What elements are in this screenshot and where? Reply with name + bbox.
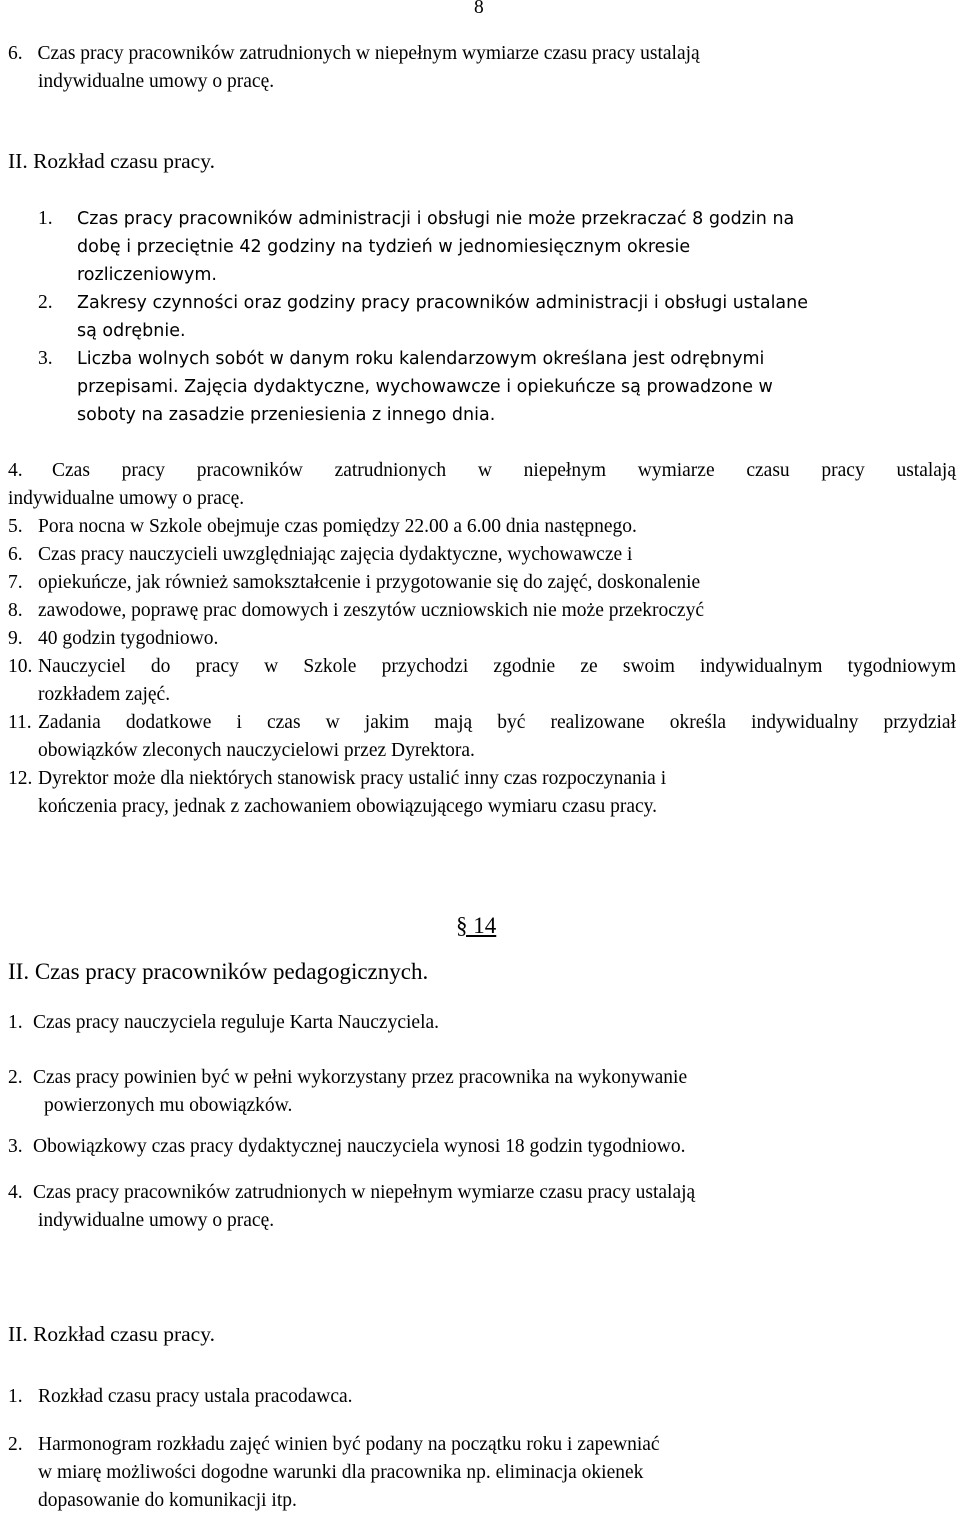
section-heading: II. Rozkład czasu pracy. [8, 1322, 215, 1346]
list-item: 40 godzin tygodniowo. [38, 628, 219, 649]
list-item: Czas pracy pracowników administracji i obsługi nie może przekraczać 8 godzin na [77, 209, 795, 229]
section-heading: II. Czas pracy pracowników pedagogicznych. [8, 959, 429, 984]
list-item-number: 11. [8, 712, 32, 733]
item-text: Czas pracy pracowników zatrudnionych w niepełnym wymiarze czasu pracy ustalają [37, 43, 700, 64]
list-item-continuation: w miarę możliwości dogodne warunki dla pracownika np. eliminacja okienek [38, 1462, 644, 1483]
list-item-number: 6. [8, 544, 23, 565]
list-item-number: 2. [8, 1434, 23, 1455]
item-number: 6. [8, 43, 23, 64]
list-item-number: 1. [38, 208, 53, 229]
list-item-number: 3. [38, 348, 53, 369]
list-item-number: 7. [8, 572, 23, 593]
page-number: 8 [474, 0, 484, 18]
list-item-number: 4. [8, 460, 23, 481]
list-item-number: 1. [8, 1012, 23, 1033]
list-item: Harmonogram rozkładu zajęć winien być podany na początku roku i zapewniać [38, 1434, 660, 1455]
list-item: Dyrektor może dla niektórych stanowisk pracy ustalić inny czas rozpoczynania i [38, 768, 667, 789]
list-item-number: 8. [8, 600, 23, 621]
list-item-continuation: obowiązków zleconych nauczycielowi przez Dyrektora. [38, 740, 475, 761]
list-item-number: 12. [8, 768, 33, 789]
list-item: Zakresy czynności oraz godziny pracy pracowników administracji i obsługi ustalane [77, 293, 809, 313]
list-item: Czas pracy nauczycieli uwzględniając zajęcia dydaktyczne, wychowawcze i [38, 544, 633, 565]
item-text-continuation: indywidualne umowy o pracę. [38, 71, 275, 92]
list-item-number: 2. [8, 1067, 23, 1088]
list-item: Pora nocna w Szkole obejmuje czas pomiędzy 22.00 a 6.00 dnia następnego. [38, 516, 637, 537]
list-item-number: 10. [8, 656, 33, 677]
list-item: Obowiązkowy czas pracy dydaktycznej nauczyciela wynosi 18 godzin tygodniowo. [33, 1136, 686, 1157]
list-item-continuation: kończenia pracy, jednak z zachowaniem obowiązującego wymiaru czasu pracy. [38, 796, 658, 817]
list-item [8, 40, 700, 68]
list-item-number: 1. [8, 1386, 23, 1407]
list-item: Czas pracy powinien być w pełni wykorzystany przez pracownika na wykonywanie [33, 1067, 688, 1088]
list-item: Czas pracy pracowników zatrudnionych w niepełnym wymiarze czasu pracy ustalają [33, 1182, 696, 1203]
section-heading: II. Rozkład czasu pracy. [8, 149, 215, 173]
list-item-number: 9. [8, 628, 23, 649]
list-item: Czas pracy pracowników zatrudnionych w niepełnym wymiarze czasu pracy ustalają [52, 460, 956, 481]
list-item-continuation: dobę i przeciętnie 42 godziny na tydzień w jednomiesięcznym okresie [77, 237, 691, 257]
list-item-continuation: soboty na zasadzie przeniesienia z innego dnia. [77, 405, 496, 425]
list-item-number: 5. [8, 516, 23, 537]
list-item-continuation: dopasowanie do komunikacji itp. [38, 1490, 297, 1511]
list-item-continuation: indywidualne umowy o pracę. [38, 1210, 275, 1231]
list-item-number: 2. [38, 292, 53, 313]
list-item-number: 3. [8, 1136, 23, 1157]
list-item: Liczba wolnych sobót w danym roku kalendarzowym określana jest odrębnymi [77, 349, 765, 369]
list-item: Nauczyciel do pracy w Szkole przychodzi zgodnie ze swoim indywidualnym tygodniowym [38, 656, 956, 677]
list-item-continuation: indywidualne umowy o pracę. [8, 488, 245, 509]
list-item-continuation: rozliczeniowym. [77, 265, 217, 285]
list-item: zawodowe, poprawę prac domowych i zeszytów uczniowskich nie może przekroczyć [38, 600, 704, 621]
text-fragment: Zajęcia dydaktyczne, wychowawcze i opiekuńcze są prowadzone w [184, 377, 773, 397]
text-fragment: przepisami. [77, 377, 179, 397]
list-item-continuation: są odrębnie. [77, 321, 186, 341]
list-item: Zadania dodatkowe i czas w jakim mają być realizowane określa indywidualny przydział [38, 712, 956, 733]
list-item: Czas pracy nauczyciela reguluje Karta Nauczyciela. [33, 1012, 440, 1033]
list-item: opiekuńcze, jak również samokształcenie i przygotowanie się do zajęć, doskonalenie [38, 572, 701, 593]
list-item-number: 4. [8, 1182, 23, 1203]
list-item-continuation: powierzonych mu obowiązków. [44, 1095, 293, 1116]
list-item-continuation: rozkładem zajęć. [38, 684, 171, 705]
list-item: Rozkład czasu pracy ustala pracodawca. [38, 1386, 353, 1407]
list-item-continuation [77, 373, 773, 401]
paragraph-sign: § 14 [456, 913, 497, 938]
